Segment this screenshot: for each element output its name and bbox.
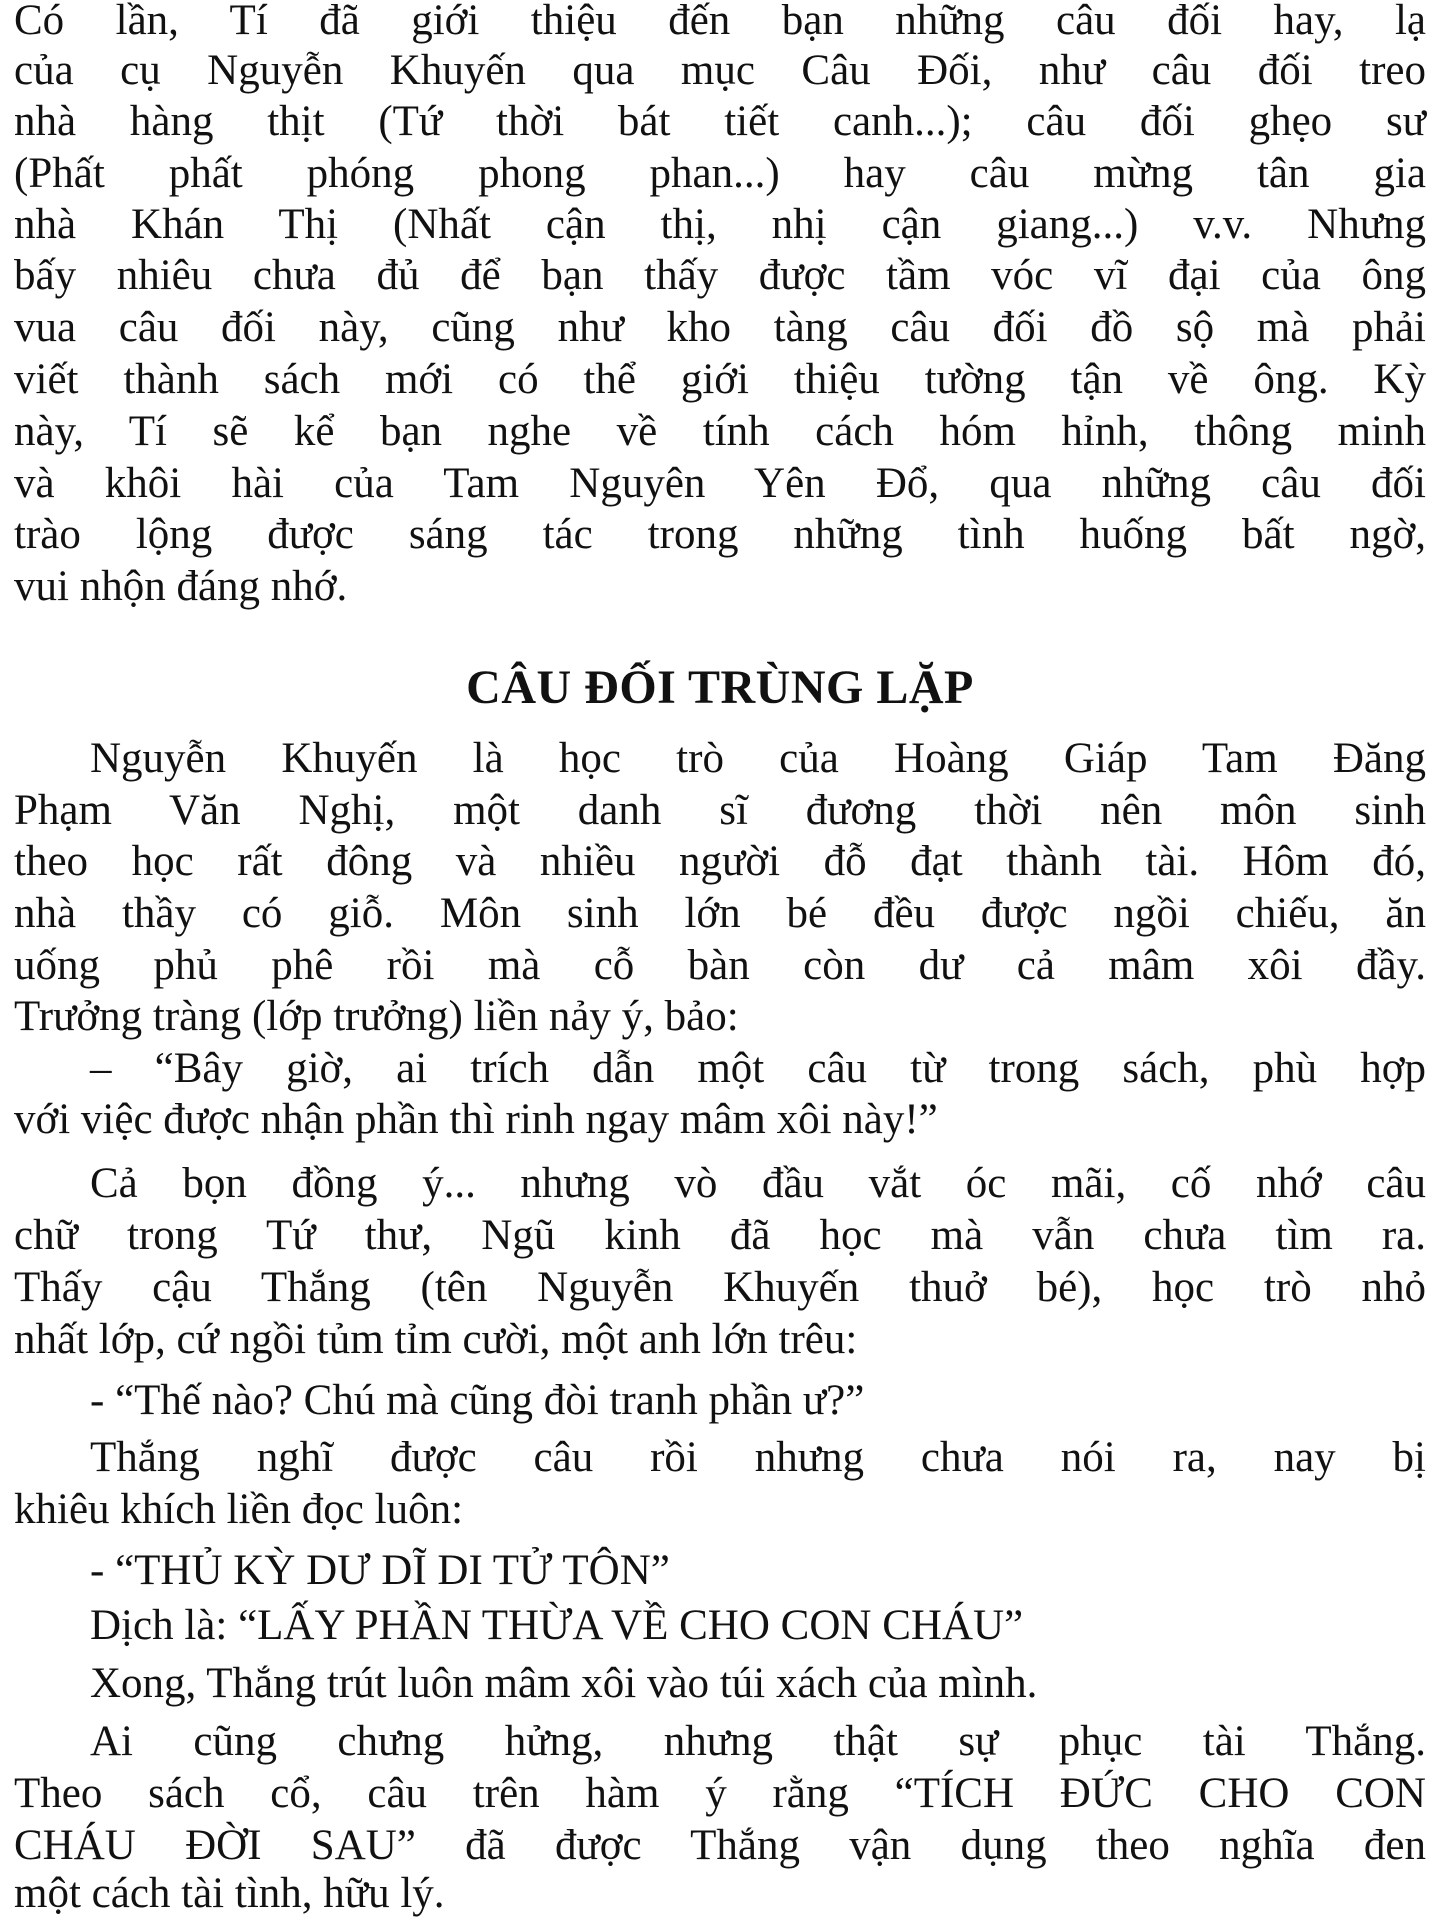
story-line: Theo sách cổ, câu trên hàm ý rằng “TÍCH ĐỨC CHO CON (14, 1770, 1426, 1817)
story-line: Xong, Thắng trút luôn mâm xôi vào túi xách của mình. (90, 1660, 1038, 1707)
intro-line: nhà Khán Thị (Nhất cận thị, nhị cận giang...) v.v. Nhưng (14, 201, 1426, 248)
story-line: uống phủ phê rồi mà cỗ bàn còn dư cả mâm xôi đầy. (14, 942, 1426, 989)
story-line: Thấy cậu Thắng (tên Nguyễn Khuyến thuở bé), học trò nhỏ (14, 1264, 1426, 1311)
story-line: Trưởng tràng (lớp trưởng) liền nảy ý, bảo: (14, 993, 739, 1040)
story-line: Cả bọn đồng ý... nhưng vò đầu vắt óc mãi, cố nhớ câu (90, 1160, 1426, 1207)
intro-line: nhà hàng thịt (Tứ thời bát tiết canh...); câu đối ghẹo sư (14, 98, 1426, 145)
story-line: Dịch là: “LẤY PHẦN THỪA VỀ CHO CON CHÁU” (90, 1602, 1024, 1649)
story-line: nhà thầy có giỗ. Môn sinh lớn bé đều được ngồi chiếu, ăn (14, 890, 1426, 937)
story-line: khiêu khích liền đọc luôn: (14, 1486, 464, 1533)
story-line: một cách tài tình, hữu lý. (14, 1870, 445, 1917)
story-line: với việc được nhận phần thì rinh ngay mâm xôi này!” (14, 1096, 938, 1143)
story-line: – “Bây giờ, ai trích dẫn một câu từ trong sách, phù hợp (90, 1045, 1426, 1092)
intro-line: Có lần, Tí đã giới thiệu đến bạn những câu đối hay, lạ (14, 0, 1426, 44)
story-line: Phạm Văn Nghị, một danh sĩ đương thời nên môn sinh (14, 787, 1426, 834)
document-page (14, 0, 1426, 1920)
intro-line: và khôi hài của Tam Nguyên Yên Đổ, qua những câu đối (14, 460, 1426, 507)
intro-line: (Phất phất phóng phong phan...) hay câu mừng tân gia (14, 150, 1426, 197)
intro-line: của cụ Nguyễn Khuyến qua mục Câu Đối, như câu đối treo (14, 47, 1426, 94)
intro-line: vua câu đối này, cũng như kho tàng câu đối đồ sộ mà phải (14, 304, 1426, 351)
intro-line: viết thành sách mới có thể giới thiệu tường tận về ông. Kỳ (14, 356, 1426, 403)
intro-line: này, Tí sẽ kể bạn nghe về tính cách hóm hỉnh, thông minh (14, 408, 1426, 455)
intro-line: bấy nhiêu chưa đủ để bạn thấy được tầm vóc vĩ đại của ông (14, 252, 1426, 299)
intro-line: trào lộng được sáng tác trong những tình huống bất ngờ, (14, 511, 1426, 558)
story-line: - “Thế nào? Chú mà cũng đòi tranh phần ư?” (90, 1377, 865, 1424)
story-line: Thắng nghĩ được câu rồi nhưng chưa nói ra, nay bị (90, 1434, 1426, 1481)
intro-line: vui nhộn đáng nhớ. (14, 563, 348, 610)
story-line: nhất lớp, cứ ngồi tủm tỉm cười, một anh lớn trêu: (14, 1316, 858, 1363)
story-line: Ai cũng chưng hửng, nhưng thật sự phục tài Thắng. (90, 1718, 1426, 1765)
story-line: theo học rất đông và nhiều người đỗ đạt thành tài. Hôm đó, (14, 838, 1426, 885)
story-line: Nguyễn Khuyến là học trò của Hoàng Giáp Tam Đăng (90, 735, 1426, 782)
story-line: chữ trong Tứ thư, Ngũ kinh đã học mà vẫn chưa tìm ra. (14, 1212, 1426, 1259)
section-heading: CÂU ĐỐI TRÙNG LẶP (466, 661, 974, 714)
story-line: - “THỦ KỲ DƯ DĨ DI TỬ TÔN” (90, 1547, 670, 1594)
story-line: CHÁU ĐỜI SAU” đã được Thắng vận dụng theo nghĩa đen (14, 1822, 1426, 1869)
